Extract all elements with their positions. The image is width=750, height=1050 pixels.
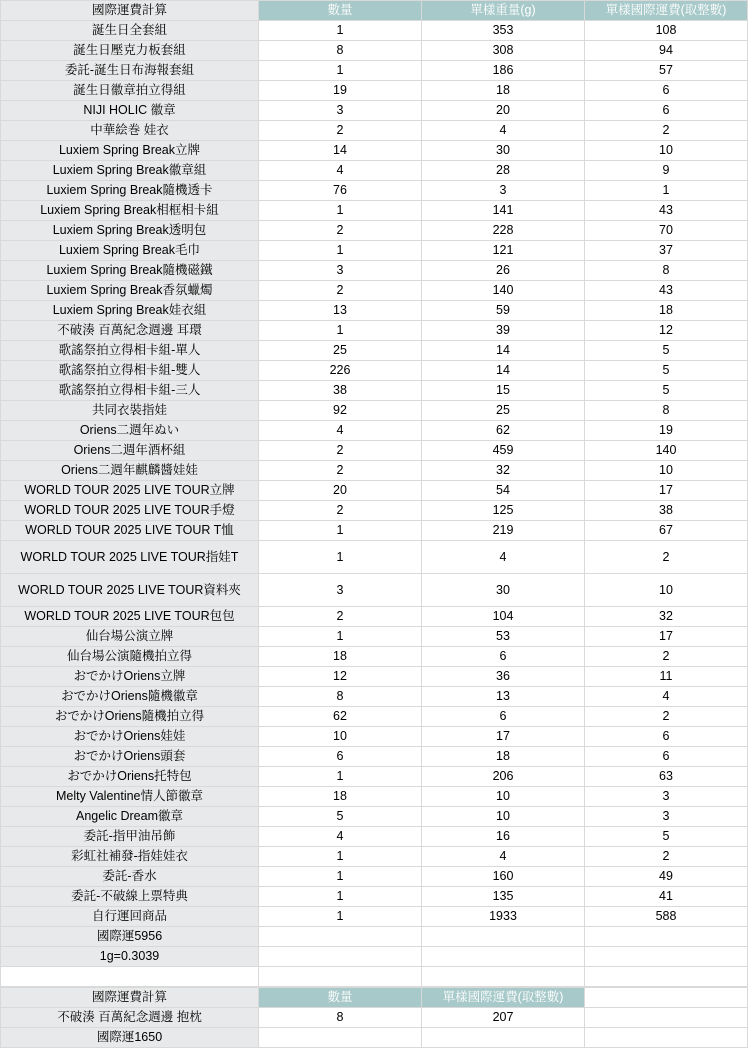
value-cell[interactable]: 2 [259,281,422,301]
item-name-cell[interactable]: 仙台場公演立牌 [1,627,259,647]
value-cell[interactable]: 6 [585,101,748,121]
value-cell[interactable]: 2 [259,221,422,241]
table-row [1,101,748,121]
value-cell[interactable]: 121 [422,241,585,261]
table-row [1,401,748,421]
value-cell[interactable]: 12 [259,667,422,687]
item-name-cell[interactable]: 委託-誕生日布海報套組 [1,61,259,81]
value-cell[interactable]: 2 [259,441,422,461]
item-name-cell[interactable]: Luxiem Spring Break徽章組 [1,161,259,181]
item-name-cell[interactable]: Angelic Dream徽章 [1,807,259,827]
item-name-cell[interactable]: 共同衣裝指娃 [1,401,259,421]
value-cell[interactable]: 2 [585,121,748,141]
value-cell[interactable]: 3 [585,807,748,827]
value-cell[interactable]: 308 [422,41,585,61]
value-cell[interactable]: 53 [422,627,585,647]
table-row [1,261,748,281]
item-name-cell[interactable]: おでかけOriens隨機徽章 [1,687,259,707]
empty-cell[interactable] [585,1008,748,1028]
table-row [1,767,748,787]
value-cell[interactable]: 2 [259,501,422,521]
empty-cell[interactable] [259,927,422,947]
table-row [1,787,748,807]
value-cell[interactable]: 1 [259,241,422,261]
value-cell[interactable]: 8 [259,1008,422,1028]
value-cell[interactable]: 104 [422,607,585,627]
empty-cell[interactable] [585,1028,748,1048]
value-cell[interactable]: 14 [422,361,585,381]
item-name-cell[interactable]: おでかけOriens隨機拍立得 [1,707,259,727]
table-row [1,121,748,141]
empty-cell[interactable] [585,967,748,987]
value-cell[interactable]: 43 [585,201,748,221]
column-header[interactable]: 國際運費計算 [1,1,259,21]
value-cell[interactable]: 108 [585,21,748,41]
value-cell[interactable]: 38 [259,381,422,401]
table-row [1,574,748,607]
value-cell[interactable]: 17 [585,481,748,501]
value-cell[interactable]: 186 [422,61,585,81]
item-name-cell[interactable]: 彩虹社補發-指娃娃衣 [1,847,259,867]
value-cell[interactable]: 17 [585,627,748,647]
item-name-cell[interactable]: Luxiem Spring Break相框相卡組 [1,201,259,221]
item-name-cell[interactable]: 自行運回商品 [1,907,259,927]
column-header[interactable]: 單樣國際運費(取整數) [585,1,748,21]
item-name-cell[interactable]: 委託-不破線上票特典 [1,887,259,907]
item-name-cell[interactable]: 仙台場公演隨機拍立得 [1,647,259,667]
value-cell[interactable]: 1 [259,201,422,221]
table-row [1,201,748,221]
value-cell[interactable]: 1 [259,767,422,787]
value-cell[interactable]: 1933 [422,907,585,927]
value-cell[interactable]: 10 [259,727,422,747]
value-cell[interactable]: 18 [422,81,585,101]
value-cell[interactable]: 18 [259,647,422,667]
item-name-cell[interactable]: Oriens二週年酒杯組 [1,441,259,461]
item-name-cell[interactable]: Luxiem Spring Break隨機透卡 [1,181,259,201]
item-name-cell[interactable]: WORLD TOUR 2025 LIVE TOUR立牌 [1,481,259,501]
table-row [1,887,748,907]
summary-cell[interactable]: 1g=0.3039 [1,947,259,967]
item-name-cell[interactable]: Luxiem Spring Break立牌 [1,141,259,161]
value-cell[interactable]: 41 [585,887,748,907]
summary-cell[interactable]: 國際運1650 [1,1028,259,1048]
item-name-cell[interactable]: 歌謠祭拍立得相卡組-三人 [1,381,259,401]
value-cell[interactable]: 49 [585,867,748,887]
value-cell[interactable]: 4 [259,161,422,181]
table-row [1,441,748,461]
value-cell[interactable]: 57 [585,61,748,81]
table-row [1,687,748,707]
item-name-cell[interactable]: 委託-指甲油吊飾 [1,827,259,847]
value-cell[interactable]: 5 [259,807,422,827]
value-cell[interactable]: 4 [259,421,422,441]
value-cell[interactable]: 5 [585,827,748,847]
value-cell[interactable]: 353 [422,21,585,41]
value-cell[interactable]: 141 [422,201,585,221]
table-row [1,341,748,361]
summary-row [1,927,748,947]
column-header[interactable]: 數量 [259,1,422,21]
value-cell[interactable]: 6 [422,707,585,727]
value-cell[interactable]: 1 [259,627,422,647]
table-row [1,667,748,687]
table-row [1,321,748,341]
value-cell[interactable]: 3 [259,101,422,121]
table-row [1,181,748,201]
value-cell[interactable]: 20 [422,101,585,121]
item-name-cell[interactable]: 中華絵巻 娃衣 [1,121,259,141]
value-cell[interactable]: 28 [422,161,585,181]
value-cell[interactable]: 59 [422,301,585,321]
item-name-cell[interactable]: Oriens二週年ぬい [1,421,259,441]
item-name-cell[interactable]: Luxiem Spring Break香氛蠟燭 [1,281,259,301]
value-cell[interactable]: 92 [259,401,422,421]
table-row [1,1008,748,1028]
value-cell[interactable]: 32 [422,461,585,481]
value-cell[interactable]: 10 [422,787,585,807]
table-row [1,481,748,501]
value-cell[interactable]: 140 [422,281,585,301]
column-header[interactable]: 國際運費計算 [1,988,259,1008]
value-cell[interactable]: 20 [259,481,422,501]
summary-cell[interactable]: 國際運5956 [1,927,259,947]
table-row [1,867,748,887]
value-cell[interactable]: 67 [585,521,748,541]
value-cell[interactable]: 10 [585,574,748,607]
header-row [1,1,748,21]
empty-cell[interactable] [422,947,585,967]
empty-cell[interactable] [585,988,748,1008]
table-row [1,461,748,481]
empty-cell[interactable] [259,967,422,987]
value-cell[interactable]: 207 [422,1008,585,1028]
value-cell[interactable]: 30 [422,574,585,607]
value-cell[interactable]: 8 [259,41,422,61]
spacer-row [1,967,748,987]
value-cell[interactable]: 6 [259,747,422,767]
value-cell[interactable]: 17 [422,727,585,747]
value-cell[interactable]: 219 [422,521,585,541]
item-name-cell[interactable]: おでかけOriens托特包 [1,767,259,787]
value-cell[interactable]: 19 [585,421,748,441]
item-name-cell[interactable]: WORLD TOUR 2025 LIVE TOUR手燈 [1,501,259,521]
table-row [1,381,748,401]
value-cell[interactable]: 9 [585,161,748,181]
value-cell[interactable]: 1 [585,181,748,201]
item-name-cell[interactable]: 歌謠祭拍立得相卡組-單人 [1,341,259,361]
value-cell[interactable]: 160 [422,867,585,887]
value-cell[interactable]: 228 [422,221,585,241]
value-cell[interactable]: 8 [585,401,748,421]
value-cell[interactable]: 1 [259,887,422,907]
table-row [1,521,748,541]
item-name-cell[interactable]: 不破湊 百萬紀念週邊 耳環 [1,321,259,341]
table-row [1,421,748,441]
value-cell[interactable]: 26 [422,261,585,281]
value-cell[interactable]: 6 [585,727,748,747]
empty-cell[interactable] [422,927,585,947]
item-name-cell[interactable]: Luxiem Spring Break透明包 [1,221,259,241]
value-cell[interactable]: 1 [259,521,422,541]
value-cell[interactable]: 459 [422,441,585,461]
item-name-cell[interactable]: 誕生日全套組 [1,21,259,41]
value-cell[interactable]: 2 [585,707,748,727]
table-row [1,301,748,321]
value-cell[interactable]: 5 [585,361,748,381]
value-cell[interactable]: 1 [259,61,422,81]
value-cell[interactable]: 94 [585,41,748,61]
value-cell[interactable]: 135 [422,887,585,907]
item-name-cell[interactable]: Luxiem Spring Break娃衣組 [1,301,259,321]
value-cell[interactable]: 2 [585,541,748,574]
table-row [1,61,748,81]
table-row [1,361,748,381]
table-row [1,747,748,767]
value-cell[interactable]: 18 [422,747,585,767]
item-name-cell[interactable]: Luxiem Spring Break毛巾 [1,241,259,261]
value-cell[interactable]: 13 [259,301,422,321]
table-row [1,827,748,847]
table-row [1,541,748,574]
value-cell[interactable]: 39 [422,321,585,341]
value-cell[interactable]: 6 [422,647,585,667]
item-name-cell[interactable]: WORLD TOUR 2025 LIVE TOUR指娃T [1,541,259,574]
value-cell[interactable]: 37 [585,241,748,261]
value-cell[interactable]: 14 [422,341,585,361]
value-cell[interactable]: 1 [259,867,422,887]
value-cell[interactable]: 125 [422,501,585,521]
value-cell[interactable]: 5 [585,341,748,361]
value-cell[interactable]: 76 [259,181,422,201]
table-row [1,607,748,627]
table-row [1,807,748,827]
item-name-cell[interactable]: おでかけOriens立牌 [1,667,259,687]
value-cell[interactable]: 38 [585,501,748,521]
value-cell[interactable]: 4 [422,847,585,867]
value-cell[interactable]: 588 [585,907,748,927]
table-row [1,627,748,647]
value-cell[interactable]: 2 [585,847,748,867]
value-cell[interactable]: 2 [259,121,422,141]
table-row [1,647,748,667]
column-header[interactable]: 單樣重量(g) [422,1,585,21]
value-cell[interactable]: 62 [259,707,422,727]
item-name-cell[interactable]: 歌謠祭拍立得相卡組-雙人 [1,361,259,381]
empty-cell[interactable] [259,947,422,967]
value-cell[interactable]: 6 [585,747,748,767]
header-row [1,988,748,1008]
value-cell[interactable]: 25 [422,401,585,421]
item-name-cell[interactable]: NIJI HOLIC 徽章 [1,101,259,121]
empty-cell[interactable] [422,1028,585,1048]
value-cell[interactable]: 14 [259,141,422,161]
value-cell[interactable]: 25 [259,341,422,361]
value-cell[interactable]: 3 [422,181,585,201]
value-cell[interactable]: 1 [259,321,422,341]
empty-cell[interactable] [1,967,259,987]
value-cell[interactable]: 30 [422,141,585,161]
summary-row [1,1028,748,1048]
value-cell[interactable]: 8 [259,687,422,707]
empty-cell[interactable] [259,1028,422,1048]
item-name-cell[interactable]: おでかけOriens娃娃 [1,727,259,747]
value-cell[interactable]: 16 [422,827,585,847]
item-name-cell[interactable]: Luxiem Spring Break隨機磁鐵 [1,261,259,281]
item-name-cell[interactable]: Oriens二週年麒麟醬娃娃 [1,461,259,481]
value-cell[interactable]: 63 [585,767,748,787]
value-cell[interactable]: 15 [422,381,585,401]
table-row [1,221,748,241]
item-name-cell[interactable]: 委託-香水 [1,867,259,887]
value-cell[interactable]: 70 [585,221,748,241]
table-row [1,241,748,261]
value-cell[interactable]: 4 [259,827,422,847]
empty-cell[interactable] [422,967,585,987]
table-row [1,281,748,301]
value-cell[interactable]: 226 [259,361,422,381]
table-row [1,41,748,61]
value-cell[interactable]: 4 [422,121,585,141]
value-cell[interactable]: 43 [585,281,748,301]
value-cell[interactable]: 206 [422,767,585,787]
value-cell[interactable]: 1 [259,541,422,574]
item-name-cell[interactable]: 誕生日壓克力板套組 [1,41,259,61]
summary-row [1,947,748,967]
value-cell[interactable]: 13 [422,687,585,707]
table-row [1,707,748,727]
value-cell[interactable]: 54 [422,481,585,501]
value-cell[interactable]: 11 [585,667,748,687]
value-cell[interactable]: 140 [585,441,748,461]
empty-cell[interactable] [585,947,748,967]
value-cell[interactable]: 10 [585,141,748,161]
item-name-cell[interactable]: WORLD TOUR 2025 LIVE TOUR包包 [1,607,259,627]
table-row [1,727,748,747]
table-row [1,501,748,521]
value-cell[interactable]: 2 [259,607,422,627]
table-row [1,161,748,181]
value-cell[interactable]: 10 [422,807,585,827]
value-cell[interactable]: 6 [585,81,748,101]
value-cell[interactable]: 4 [585,687,748,707]
value-cell[interactable]: 36 [422,667,585,687]
item-name-cell[interactable]: WORLD TOUR 2025 LIVE TOUR資料夾 [1,574,259,607]
value-cell[interactable]: 2 [585,647,748,667]
table-row [1,21,748,41]
table-row [1,81,748,101]
value-cell[interactable]: 12 [585,321,748,341]
item-name-cell[interactable]: 不破湊 百萬紀念週邊 抱枕 [1,1008,259,1028]
item-name-cell[interactable]: WORLD TOUR 2025 LIVE TOUR T恤 [1,521,259,541]
item-name-cell[interactable]: 誕生日徽章拍立得組 [1,81,259,101]
value-cell[interactable]: 2 [259,461,422,481]
value-cell[interactable]: 1 [259,847,422,867]
value-cell[interactable]: 3 [585,787,748,807]
value-cell[interactable]: 3 [259,261,422,281]
second-shipping-table [0,987,748,1048]
item-name-cell[interactable]: Melty Valentine情人節徽章 [1,787,259,807]
second-sheet [0,987,748,1048]
value-cell[interactable]: 1 [259,907,422,927]
value-cell[interactable]: 3 [259,574,422,607]
value-cell[interactable]: 32 [585,607,748,627]
value-cell[interactable]: 4 [422,541,585,574]
value-cell[interactable]: 10 [585,461,748,481]
column-header[interactable]: 單樣國際運費(取整數) [422,988,585,1008]
value-cell[interactable]: 18 [585,301,748,321]
empty-cell[interactable] [585,927,748,947]
value-cell[interactable]: 18 [259,787,422,807]
item-name-cell[interactable]: おでかけOriens頭套 [1,747,259,767]
value-cell[interactable]: 5 [585,381,748,401]
table-row [1,141,748,161]
value-cell[interactable]: 62 [422,421,585,441]
value-cell[interactable]: 8 [585,261,748,281]
table-row [1,847,748,867]
value-cell[interactable]: 19 [259,81,422,101]
value-cell[interactable]: 1 [259,21,422,41]
column-header[interactable]: 數量 [259,988,422,1008]
table-row [1,907,748,927]
